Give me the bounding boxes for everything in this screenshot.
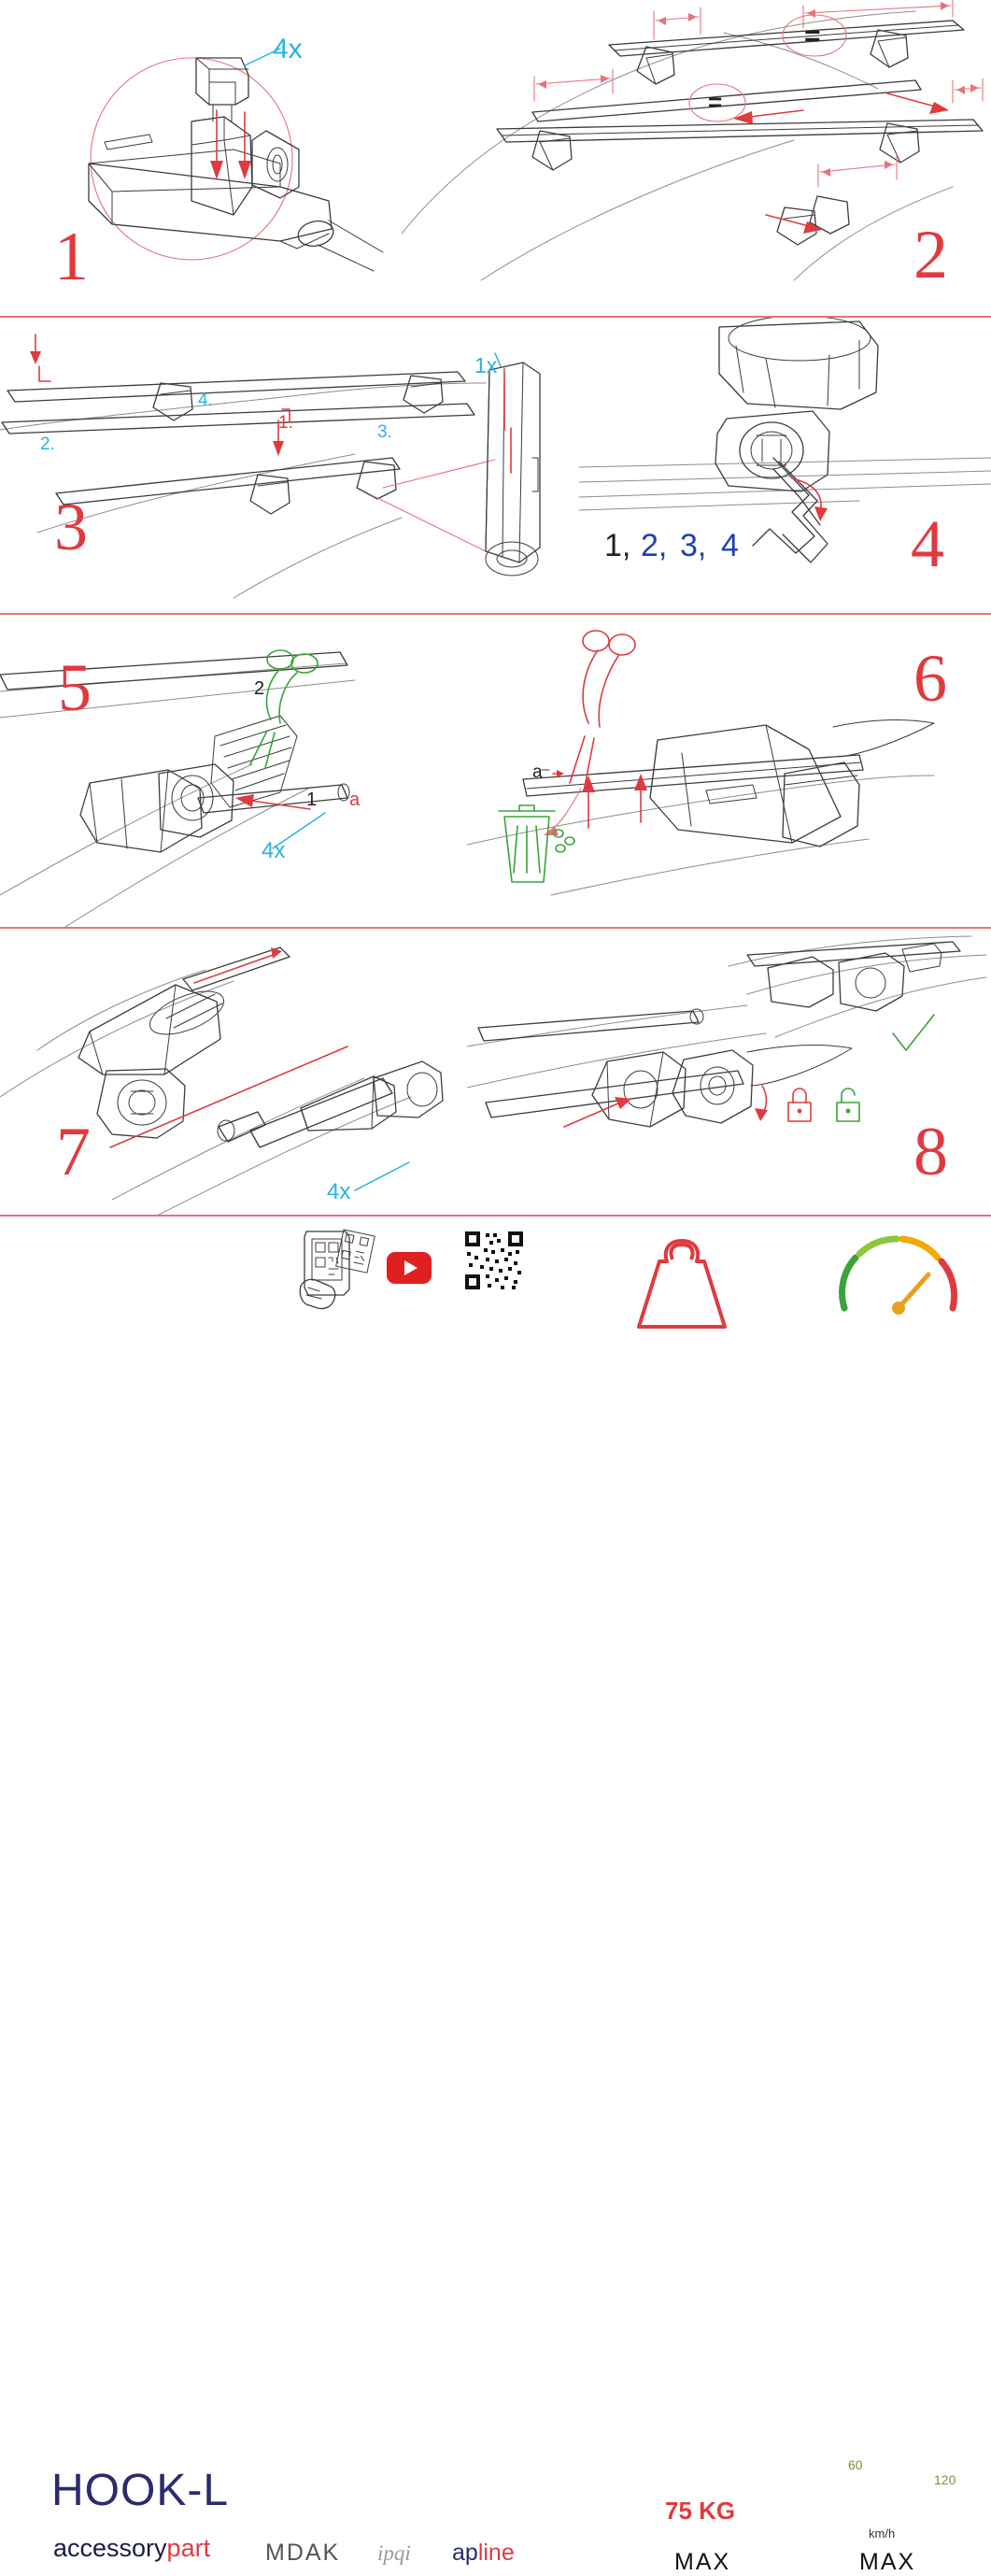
step-3-number: 3	[54, 490, 88, 564]
tagline-part: part	[166, 2534, 211, 2562]
logo-apline	[452, 2540, 515, 2567]
step-8-illustration	[467, 929, 991, 1215]
step-5-number: 5	[58, 650, 92, 725]
apline-line: line	[477, 2540, 515, 2566]
step-7-callout-4x: 4x	[327, 1179, 351, 1204]
max-load-label: MAX	[674, 2549, 731, 2575]
logo-ipqi: ipqi	[377, 2541, 411, 2565]
speed-unit: km/h	[869, 2526, 896, 2540]
step-6-number: 6	[913, 641, 947, 716]
logo-mdak: MDAK	[265, 2540, 341, 2566]
step-5-callout-a: a	[349, 790, 361, 810]
speed-tick-120: 120	[934, 2472, 956, 2487]
step-3-callout-4: 4.	[198, 391, 213, 410]
step-4-number: 4	[911, 506, 944, 581]
max-load-value: 75 KG	[665, 2497, 736, 2525]
footer	[0, 1215, 991, 2575]
step-3-callout-2: 2.	[40, 434, 55, 454]
step-2-equal-1: =	[804, 21, 821, 51]
step-3-callout-1x: 1x	[474, 353, 498, 377]
step-6-callout-a: a	[532, 762, 543, 782]
step-3-callout-1: 1.	[278, 413, 293, 433]
step-5-callout-1: 1	[306, 790, 318, 810]
max-speed-label: MAX	[859, 2549, 916, 2575]
step-3-callout-3: 3.	[377, 422, 392, 442]
brand-tagline	[53, 2534, 210, 2563]
step-2-equal-2: =	[708, 88, 723, 116]
step-5-callout-4x: 4x	[262, 838, 286, 863]
step-5-callout-2: 2	[254, 678, 265, 699]
step-4-seq-1: 1,	[604, 528, 631, 563]
step-4-seq-2: 2,	[641, 528, 668, 563]
step-4-seq-3: 3,	[680, 528, 707, 563]
step-1-callout-4x: 4x	[273, 34, 303, 64]
step-2-number: 2	[913, 217, 948, 293]
step-6-illustration	[467, 615, 991, 927]
speed-tick-60: 60	[848, 2457, 863, 2472]
step-7-number: 7	[56, 1114, 91, 1190]
step-2-illustration	[392, 0, 991, 316]
brand-name: HOOK-L	[51, 2466, 230, 2515]
step-8-number: 8	[913, 1114, 948, 1190]
step-4-seq-4: 4	[721, 528, 739, 563]
apline-ap: ap	[452, 2540, 478, 2566]
tagline-accessory: accessory	[53, 2534, 167, 2562]
step-1-number: 1	[54, 219, 89, 295]
